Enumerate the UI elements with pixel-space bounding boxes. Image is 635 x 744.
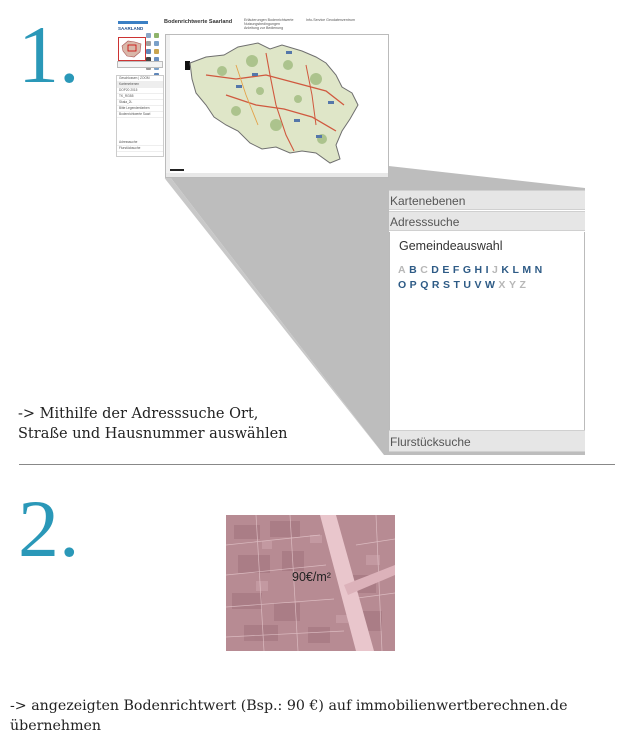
letter-o[interactable]: O xyxy=(398,279,407,291)
letter-x: X xyxy=(498,279,506,291)
letter-m[interactable]: M xyxy=(522,264,532,276)
letter-q[interactable]: Q xyxy=(420,279,429,291)
bodenrichtwert-label: 90€/m² xyxy=(292,570,331,584)
adresssuche-content xyxy=(389,232,585,430)
letter-e[interactable]: E xyxy=(442,264,450,276)
section-divider xyxy=(19,464,615,465)
letter-g[interactable]: G xyxy=(462,264,472,276)
app-thumbnail xyxy=(116,15,388,178)
letter-l[interactable]: L xyxy=(512,264,520,276)
tab-flurstuecksuche[interactable]: Flurstücksuche xyxy=(389,430,585,452)
letter-f[interactable]: F xyxy=(452,264,460,276)
letter-k[interactable]: K xyxy=(501,264,510,276)
letter-r[interactable]: R xyxy=(431,279,440,291)
step-number-2: 2. xyxy=(18,483,80,574)
letter-z: Z xyxy=(519,279,527,291)
layer-panel: Geschlossen | ZOOM Kartenebenen DOP20 2015 TK_RGB5 Skala_2L Bitte Legendenfarben Bodenrichtwerte Saarl Adresssuche Flurstücksuche xyxy=(116,75,164,157)
tab-kartenebenen[interactable]: Kartenebenen xyxy=(389,190,585,210)
zoom-slider[interactable] xyxy=(117,61,163,68)
letter-y: Y xyxy=(508,279,517,291)
letter-t[interactable]: T xyxy=(453,279,461,291)
letter-j: J xyxy=(492,264,499,276)
app-title: Bodenrichtwerte Saarland xyxy=(164,19,233,25)
step-2-caption: -> angezeigten Bodenrichtwert (Bsp.: 90 €) auf immobilienwertberechnen.de übernehmen xyxy=(10,698,568,734)
step-1-caption: -> Mithilfe der Adresssuche Ort, Straße und Hausnummer auswählen xyxy=(18,406,288,442)
map-view[interactable] xyxy=(165,34,389,178)
letter-h[interactable]: H xyxy=(474,264,483,276)
tab-adresssuche[interactable]: Adresssuche xyxy=(389,211,585,231)
search-panel-zoom xyxy=(389,190,585,452)
letter-index-row-1 xyxy=(398,264,546,276)
step-number-1: 1. xyxy=(18,9,80,100)
letter-c: C xyxy=(420,264,428,276)
letter-v[interactable]: V xyxy=(474,279,482,291)
letter-i[interactable]: I xyxy=(485,264,489,276)
saarland-logo: SAARLAND xyxy=(116,18,152,40)
letter-p[interactable]: P xyxy=(409,279,417,291)
letter-a: A xyxy=(398,264,406,276)
header-links[interactable]: Erläuterungen Bodenrichtwerte Nutzungsbedingungen Anleitung zur Bedienung xyxy=(244,18,294,31)
letter-d[interactable]: D xyxy=(431,264,440,276)
overview-map[interactable] xyxy=(118,37,146,61)
saarland-map xyxy=(166,35,388,177)
letter-n[interactable]: N xyxy=(534,264,543,276)
letter-index-row-2 xyxy=(398,279,529,291)
letter-w[interactable]: W xyxy=(485,279,496,291)
gemeindeauswahl-label: Gemeindeauswahl xyxy=(399,239,503,253)
letter-s[interactable]: S xyxy=(442,279,451,291)
header-info-service[interactable]: Info-Service Geodatenzentrum xyxy=(306,18,355,22)
letter-b[interactable]: B xyxy=(409,264,417,276)
letter-u[interactable]: U xyxy=(463,279,472,291)
